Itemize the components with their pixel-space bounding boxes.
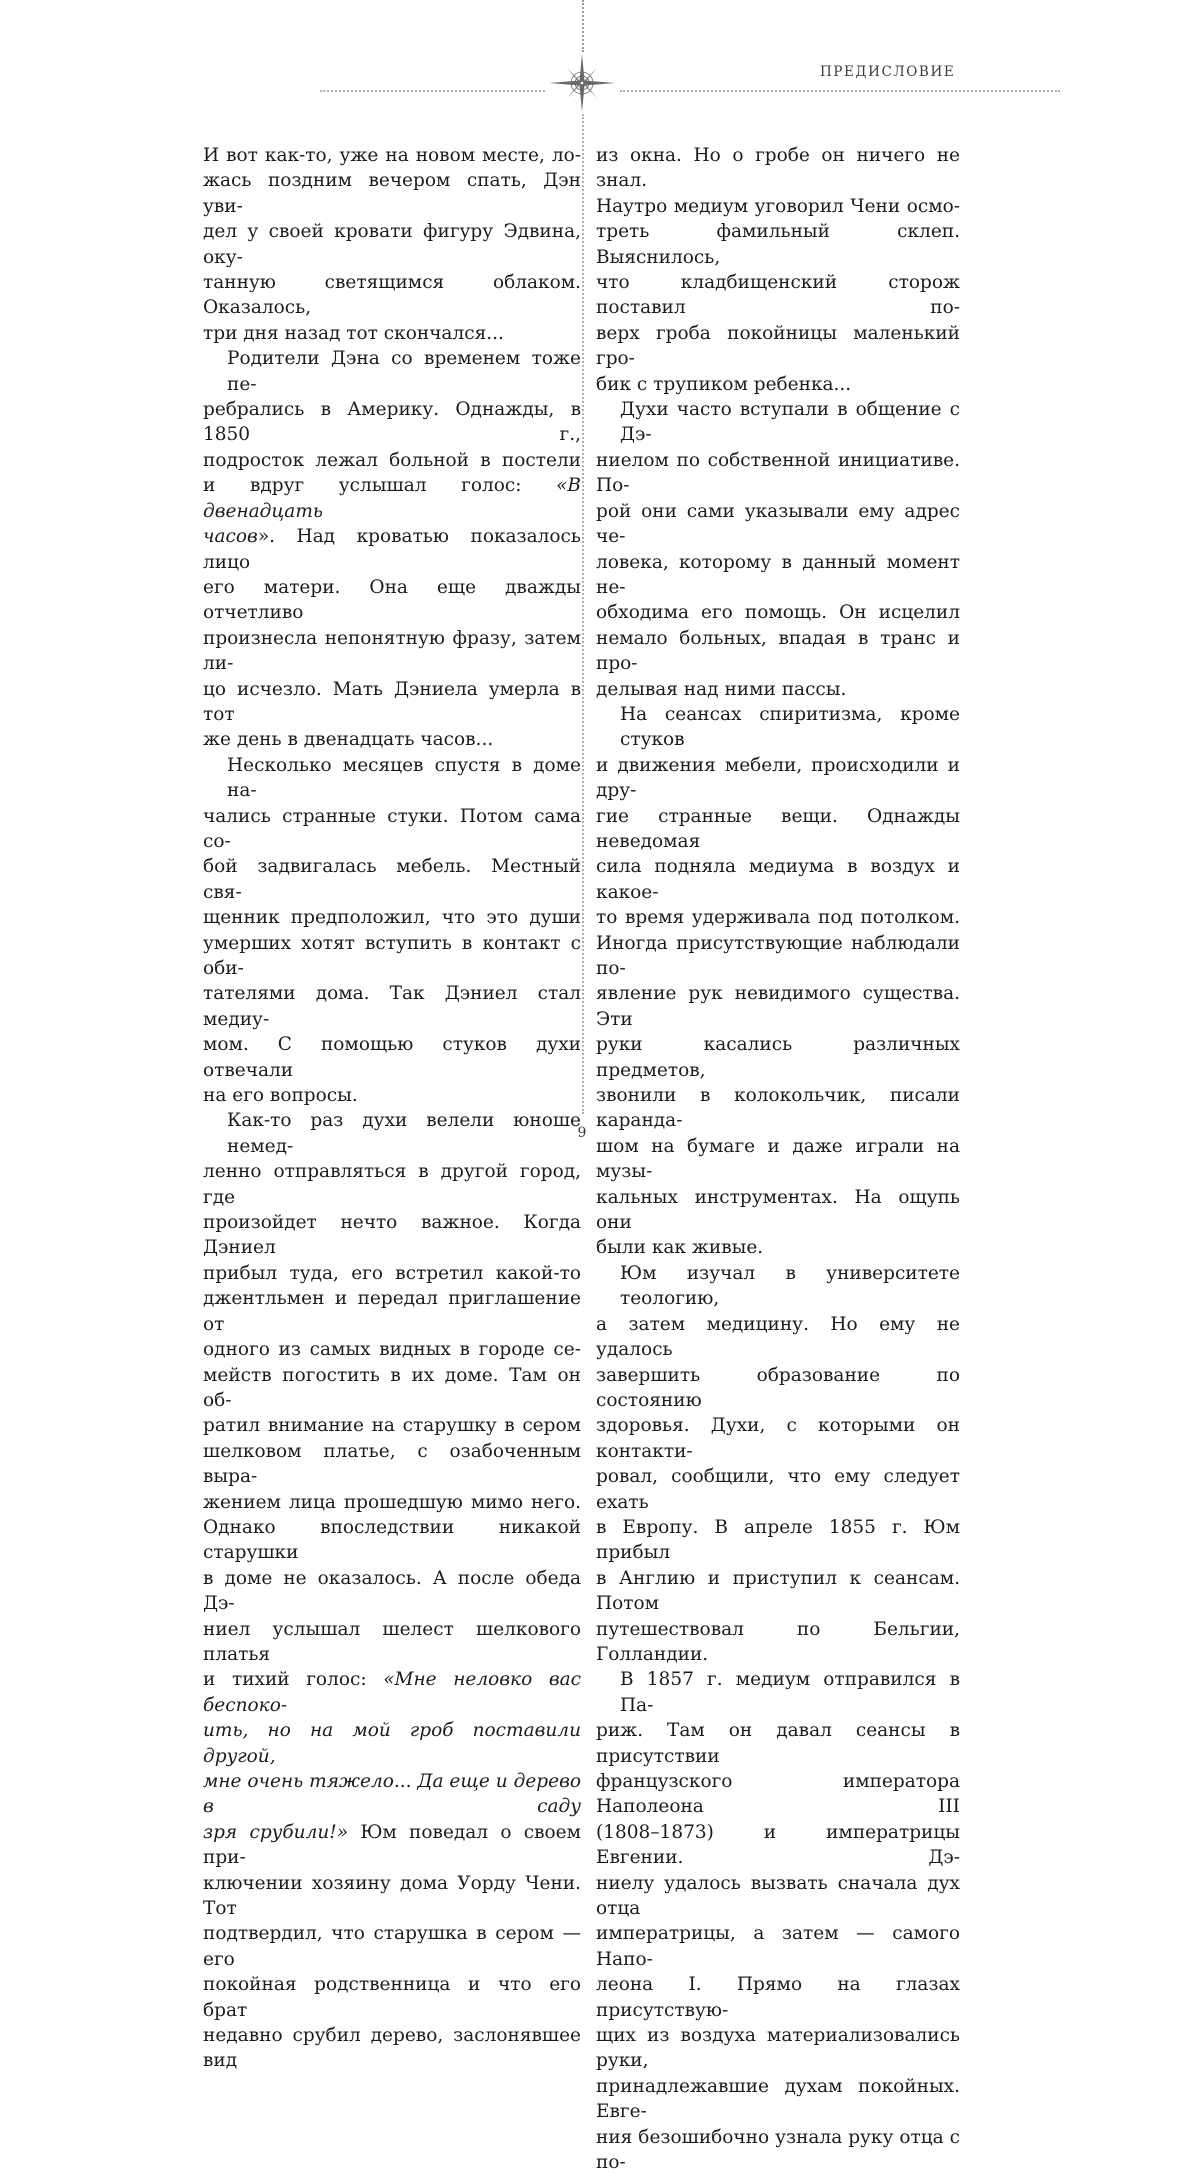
- running-head: ПРЕДИСЛОВИЕ: [820, 64, 956, 80]
- quote-line: ить, но на мой гроб поставили другой,: [203, 1720, 581, 1767]
- left-column: [203, 143, 581, 2074]
- quote-line: зря срубили!» Юм поведал о своем при-: [203, 1821, 581, 1869]
- paragraph: Как-то раз духи велели юноше немед- ленно отправляться в другой город, где произойдет нечто важное. Когда Дэниел прибыл туда, его встретил какой-то джентльмен и передал приглашение от одного из самых видных в городе се- мейств погостить в их доме. Там он об- ратил внимание на старушку в сером шелковом платье, с озабоченным выра- жением лица прошедшую мимо него. Однако впоследствии никакой старушки в доме не оказалось. А после обеда Дэ- ниел услышал шелест шелкового платья и тихий голос: «Мне неловко вас беспоко- ить, но на мой гроб поставили другой, мне очень тяжело... Да еще и дерево в саду зря срубили!» Юм поведал о своем при- ключении хозяину дома Уорду Чени. Тот подтвердил, что старушка в сером — его покойная родственница и что его брат недавно срубил дерево, заслонявшее вид: [203, 1110, 581, 2072]
- quote-line: и вдруг услышал голос: «В двенадцать: [203, 475, 581, 522]
- header-rule-left: [320, 90, 545, 92]
- paragraph: Несколько месяцев спустя в доме на- чались странные стуки. Потом сама со- бой задвигалась мебель. Местный свя- щенник предположил, что это души умерших хотят вступить в контакт с оби- тателями дома. Так Дэниел стал медиу- мом. С помощью стуков духи отвечали на его вопросы.: [203, 754, 581, 1107]
- center-rule-top: [582, 0, 584, 52]
- header-rule-right: [620, 90, 1060, 92]
- paragraph: Родители Дэна со временем тоже пе- ребрались в Америку. Однажды, в 1850 г., подросток лежал больной в постели и вдруг услышал голос: «В двенадцать часов». Над кроватью показалось лицо его матери. Она еще дважды отчетливо произнесла непонятную фразу, затем ли- цо исчезло. Мать Дэниела умерла в тот же день в двенадцать часов...: [203, 348, 581, 751]
- paragraph: Юм изучал в университете теологию, а затем медицину. Но ему не удалось завершить образование по состоянию здоровья. Духи, с которыми он контакти- ровал, сообщили, что ему следует ехать в Европу. В апреле 1855 г. Юм прибыл в Англию и приступил к сеансам. Потом путешествовал по Бельгии, Голландии.: [596, 1262, 960, 1665]
- paragraph: И вот как-то, уже на новом месте, ло- жась поздним вечером спать, Дэн уви- дел у своей кровати фигуру Эдвина, оку- танную светящимся облаком. Оказалось, три дня назад тот скончался...: [203, 145, 581, 344]
- quote-line: мне очень тяжело... Да еще и дерево в саду: [203, 1771, 581, 1818]
- right-column: [596, 143, 960, 2176]
- quote-line: и тихий голос: «Мне неловко вас беспоко-: [203, 1669, 581, 1716]
- center-rule: [582, 114, 584, 1114]
- paragraph: из окна. Но о гробе он ничего не знал. Наутро медиум уговорил Чени осмо- треть фамильный склеп. Выяснилось, что кладбищенский сторож поставил по- верх гроба покойницы маленький гро- бик с трупиком ребенка...: [596, 145, 960, 395]
- paragraph: Духи часто вступали в общение с Дэ- ниелом по собственной инициативе. По- рой они сами указывали ему адрес че- ловека, которому в данный момент не- обходима его помощь. Он исцелил немало больных, впадая в транс и про- делывая над ними пассы.: [596, 399, 960, 700]
- paragraph: На сеансах спиритизма, кроме стуков и движения мебели, происходили и дру- гие странные вещи. Однажды неведомая сила подняла медиума в воздух и какое- то время удерживала под потолком. Иногда присутствующие наблюдали по- явление рук невидимого существа. Эти руки касались различных предметов, звонили в колокольчик, писали каранда- шом на бумаге и даже играли на музы- кальных инструментах. На ощупь они были как живые.: [596, 703, 960, 1259]
- paragraph: В 1857 г. медиум отправился в Па- риж. Там он давал сеансы в присутствии французского императора Наполеона III (1808–1873) и императрицы Евгении. Дэ- ниелу удалось вызвать сначала дух отца императрицы, а затем — самого Напо- леона I. Прямо на глазах присутствую- щих из воздуха материализовались руки, принадлежавшие духам покойных. Евге- ния безошибочно узнала руку отца с по-: [596, 1669, 960, 2174]
- compass-rose-icon: [545, 52, 619, 114]
- page-number: 9: [577, 1125, 587, 1141]
